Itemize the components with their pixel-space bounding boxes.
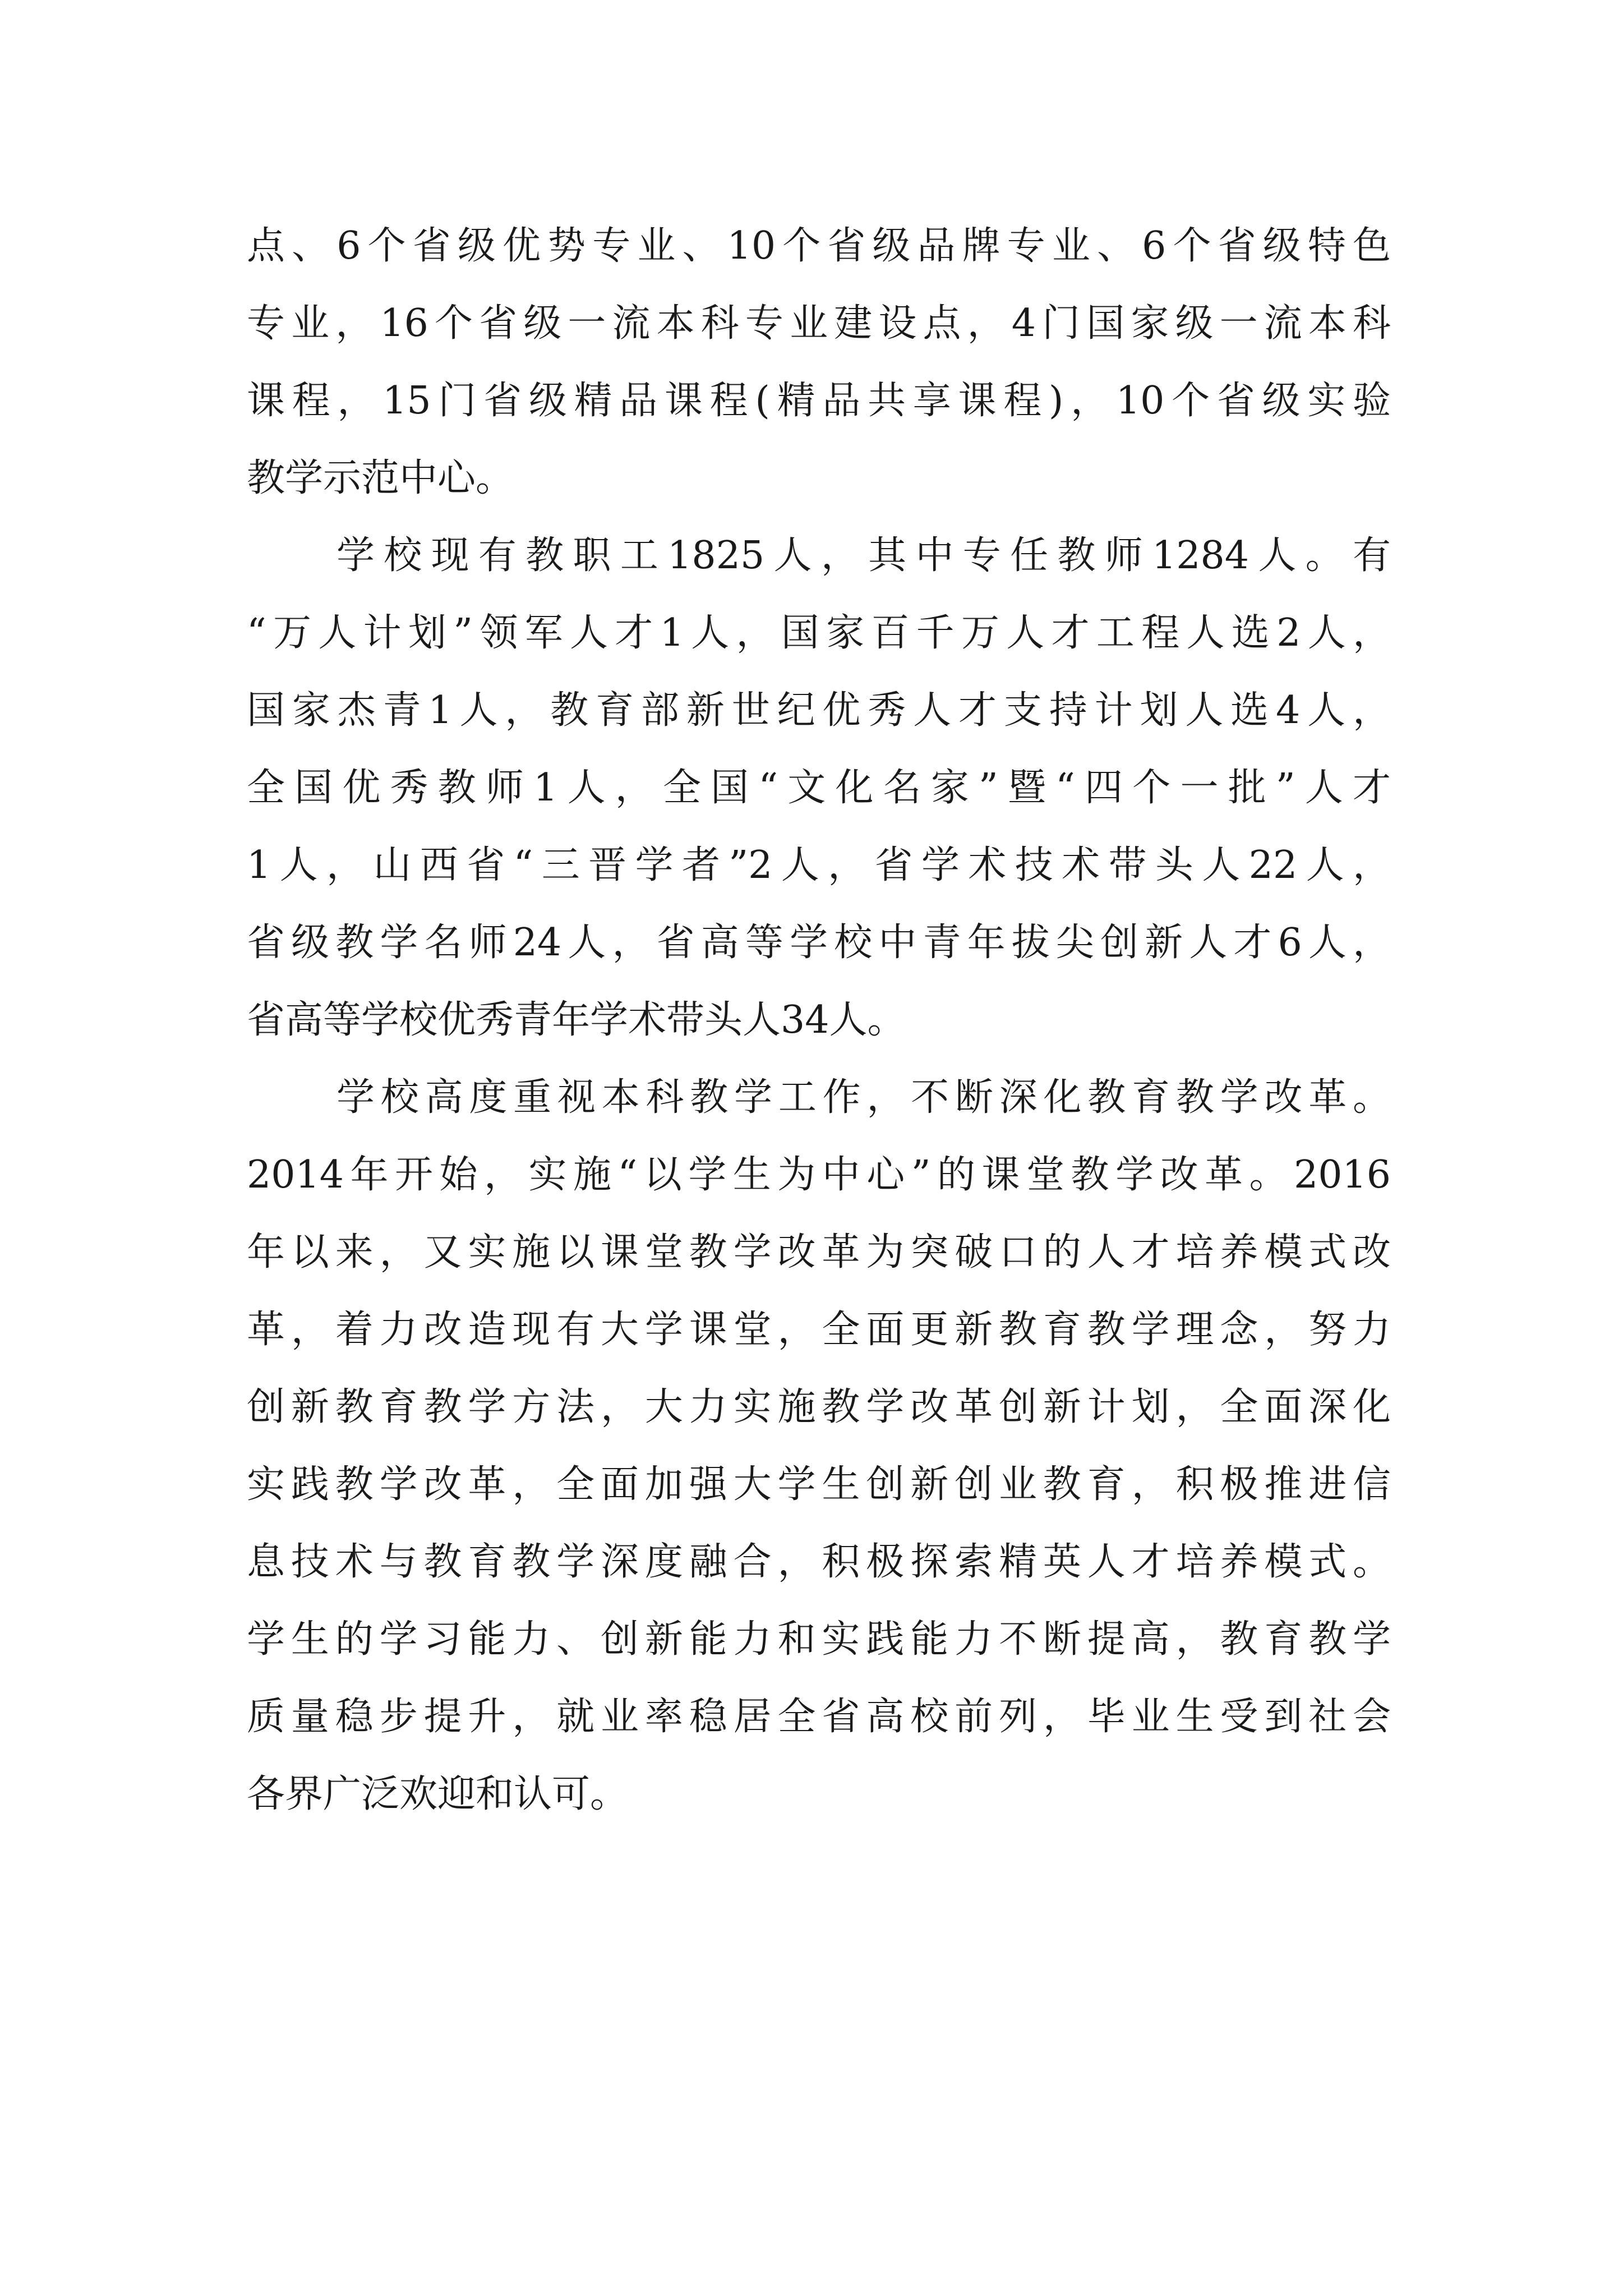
paragraph-3-line-4: 革，着力改造现有大学课堂，全面更新教育教学理念，努力 (247, 1308, 1391, 1352)
paragraph-3-line-7: 息技术与教育教学深度融合，积极探索精英人才培养模式。 (247, 1540, 1391, 1584)
paragraph-2-line-1: 学校现有教职工1825人，其中专任教师1284人。有 (336, 533, 1391, 578)
paragraph-3-line-2: 2014年开始，实施“以学生为中心”的课堂教学改革。2016 (247, 1153, 1391, 1197)
paragraph-2-line-5: 1人，山西省“三晋学者”2人，省学术技术带头人22人， (247, 843, 1391, 887)
paragraph-2-line-6: 省级教学名师24人，省高等学校中青年拔尖创新人才6人， (247, 921, 1391, 965)
paragraph-3-line-5: 创新教育教学方法，大力实施教学改革创新计划，全面深化 (247, 1385, 1391, 1429)
paragraph-2-line-4: 全国优秀教师1人，全国“文化名家”暨“四个一批”人才 (247, 766, 1391, 810)
document-body (247, 208, 1391, 1833)
paragraph-3-line-6: 实践教学改革，全面加强大学生创新创业教育，积极推进信 (247, 1462, 1391, 1507)
paragraph-1-line-4: 教学示范中心。 (247, 456, 514, 500)
paragraph-3-line-9: 质量稳步提升，就业率稳居全省高校前列，毕业生受到社会 (247, 1695, 1391, 1739)
paragraph-2-line-7: 省高等学校优秀青年学术带头人34人。 (247, 998, 906, 1042)
paragraph-2-line-3: 国家杰青1人，教育部新世纪优秀人才支持计划人选4人， (247, 688, 1391, 733)
paragraph-3-line-1: 学校高度重视本科教学工作，不断深化教育教学改革。 (336, 1075, 1391, 1120)
paragraph-3-line-8: 学生的学习能力、创新能力和实践能力不断提高，教育教学 (247, 1617, 1391, 1662)
paragraph-3-line-10: 各界广泛欢迎和认可。 (247, 1772, 629, 1816)
paragraph-1-line-3: 课程，15门省级精品课程(精品共享课程)，10个省级实验 (247, 379, 1391, 423)
paragraph-2-line-2: “万人计划”领军人才1人，国家百千万人才工程人选2人， (247, 611, 1391, 655)
paragraph-3-line-3: 年以来，又实施以课堂教学改革为突破口的人才培养模式改 (247, 1230, 1391, 1274)
paragraph-1-line-1: 点、6个省级优势专业、10个省级品牌专业、6个省级特色 (247, 224, 1391, 268)
paragraph-1-line-2: 专业，16个省级一流本科专业建设点，4门国家级一流本科 (247, 301, 1391, 346)
